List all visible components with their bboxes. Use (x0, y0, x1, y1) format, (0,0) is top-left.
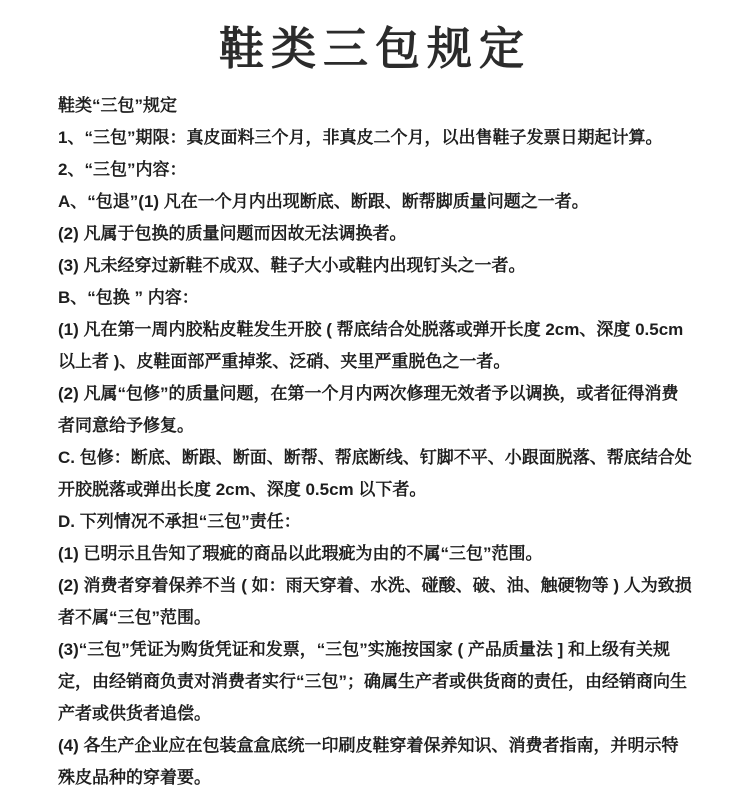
paragraph: 2、“三包”内容： (58, 160, 187, 179)
paragraph: (1) 已明示且告知了瑕疵的商品以此瑕疵为由的不属“三包”范围。 (58, 544, 543, 563)
paragraph: A、“包退”(1) 凡在一个月内出现断底、断跟、断帮脚质量问题之一者。 (58, 192, 589, 211)
paragraph: (4) 各生产企业应在包装盒盒底统一印刷皮鞋穿着保养知识、消费者指南，并明示特殊皮品种的穿着要。 (58, 736, 679, 787)
paragraph: C. 包修：断底、断跟、断面、断帮、帮底断线、钉脚不平、小跟面脱落、帮底结合处开胶脱落或弹出长度 2cm、深度 0.5cm 以下者。 (58, 448, 692, 499)
paragraph: (3)“三包”凭证为购货凭证和发票，“三包”实施按国家 ( 产品质量法 ] 和上级有关规定，由经销商负责对消费者实行“三包”；确属生产者或供货商的责任，由经销商向生产者或供货者追偿。 (58, 640, 687, 723)
paragraph: (2) 凡属“包修”的质量问题，在第一个月内两次修理无效者予以调换，或者征得消费者同意给予修复。 (58, 384, 679, 435)
paragraph: B、“包换 ” 内容： (58, 288, 199, 307)
paragraph: 鞋类“三包”规定 (58, 96, 177, 115)
paragraph: D. 下列情况不承担“三包”责任： (58, 512, 301, 531)
paragraph: (1) 凡在第一周内胶粘皮鞋发生开胶 ( 帮底结合处脱落或弹开长度 2cm、深度 0.5cm 以上者 )、皮鞋面部严重掉浆、泛硝、夹里严重脱色之一者。 (58, 320, 684, 371)
paragraph: (3) 凡未经穿过新鞋不成双、鞋子大小或鞋内出现钉头之一者。 (58, 256, 526, 275)
paragraph: (2) 消费者穿着保养不当 ( 如：雨天穿着、水洗、碰酸、破、油、触硬物等 ) 人为致损者不属“三包”范围。 (58, 576, 692, 627)
document-body (58, 90, 694, 793)
paragraph: 1、“三包”期限：真皮面料三个月，非真皮二个月，以出售鞋子发票日期起计算。 (58, 128, 663, 147)
paragraph: (2) 凡属于包换的质量问题而因故无法调换者。 (58, 224, 407, 243)
page-title: 鞋类三包规定 (218, 22, 531, 75)
